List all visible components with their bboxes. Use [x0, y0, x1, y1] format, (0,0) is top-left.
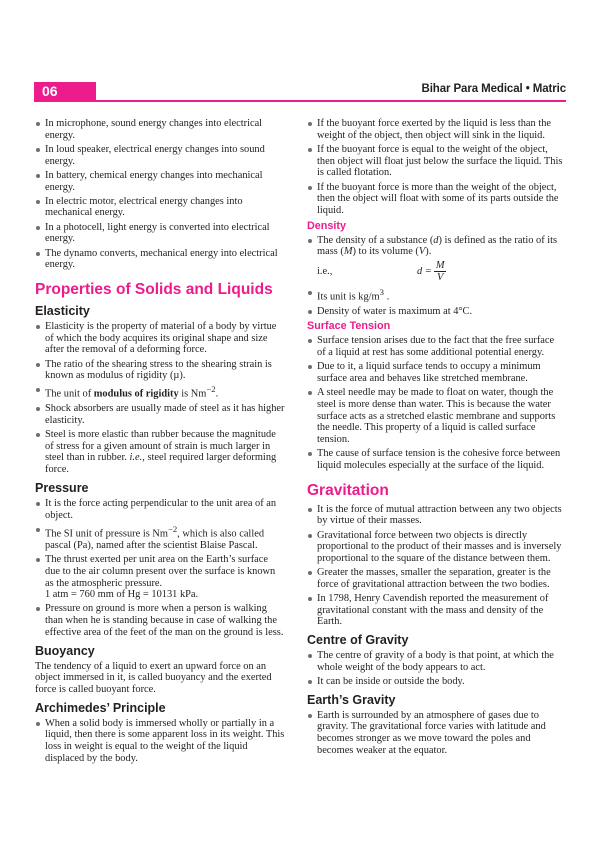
- section-title-solids-liquids: Properties of Solids and Liquids: [35, 280, 273, 298]
- heading-earths-gravity: Earth’s Gravity: [307, 692, 396, 707]
- heading-density: Density: [307, 219, 347, 232]
- archimedes-list: [35, 718, 285, 765]
- buoyant-force-list: [307, 118, 565, 217]
- text-span: steel required larger deforming force.: [45, 452, 277, 476]
- list-item: Shock absorbers are usually made of steel as it has higher elasticity.: [35, 403, 285, 426]
- list-item: Due to it, a liquid surface tends to occupy a minimum surface area and behaves like stretched membrane.: [307, 361, 565, 384]
- text-span: ) is defined as the ratio of its mass (: [317, 234, 558, 258]
- heading-surface-tension: Surface Tension: [307, 320, 391, 333]
- earths-gravity-list: [307, 710, 565, 757]
- fraction-denominator: V: [436, 272, 444, 284]
- elasticity-list: [35, 321, 285, 476]
- list-item: It can be inside or outside the body.: [307, 676, 565, 688]
- italic-text: d: [433, 234, 439, 246]
- right-column: [307, 118, 565, 759]
- list-item: It is the force of mutual attraction between any two objects by virtue of their masses.: [307, 504, 565, 527]
- list-item: Greater the masses, smaller the separation, greater is the force of gravitational attraction between the two bodies.: [307, 567, 565, 590]
- energy-conversion-list: [35, 118, 285, 271]
- header-rule: [34, 100, 566, 102]
- list-item: If the buoyant force exerted by the liquid is less than the weight of the object, then object will sink in the liquid.: [307, 118, 565, 141]
- text-span: The density of a substance (: [317, 234, 434, 246]
- superscript: −2: [167, 523, 178, 534]
- text-span: The SI unit of pressure is Nm: [45, 528, 168, 540]
- list-item: Surface tension arises due to the fact that the free surface of a liquid at rest has some additional potential energy.: [307, 335, 565, 358]
- list-item: Density of water is maximum at 4°C.: [307, 306, 565, 318]
- list-item: [35, 429, 285, 476]
- superscript: −2: [206, 384, 216, 395]
- list-item: In battery, chemical energy changes into mechanical energy.: [35, 170, 285, 193]
- list-item: Pressure on ground is more when a person is walking than when he is standing because in case of walking the effective area of the feet of the man on the ground is less.: [35, 603, 285, 638]
- list-item: Earth is surrounded by an atmosphere of gases due to gravity. The gravitational force varies with latitude and becomes stronger as we move toward the poles and becomes weaker at the equator.: [307, 710, 565, 757]
- gravitation-list: [307, 504, 565, 629]
- heading-centre-of-gravity: Centre of Gravity: [307, 633, 409, 648]
- list-item: In loud speaker, electrical energy changes into sound energy.: [35, 144, 285, 167]
- text-span: ).: [425, 246, 432, 258]
- list-item: Gravitational force between two objects is directly proportional to the product of their masses and is inversely proportional to the square of the distance between them.: [307, 530, 565, 565]
- book-title: Bihar Para Medical • Matric: [421, 83, 566, 95]
- list-item: The dynamo converts, mechanical energy into electrical energy.: [35, 248, 285, 271]
- list-item: It is the force acting perpendicular to the unit area of an object.: [35, 498, 285, 521]
- list-item: In electric motor, electrical energy changes into mechanical energy.: [35, 196, 285, 219]
- page-header: [0, 0, 600, 110]
- heading-elasticity: Elasticity: [35, 303, 90, 318]
- density-list: [307, 235, 565, 318]
- list-item: When a solid body is immersed wholly or partially in a liquid, then there is some apparent loss in its weight. This loss in weight is equal to the weight of the liquid displaced by the body.: [35, 718, 285, 765]
- centre-of-gravity-list: [307, 650, 565, 688]
- fraction: [434, 260, 447, 283]
- section-title-gravitation: Gravitation: [307, 481, 389, 499]
- list-item: The cause of surface tension is the cohesive force between liquid molecules especially at the surface of the liquid.: [307, 448, 565, 471]
- text-span: .: [383, 291, 390, 303]
- list-item: Elasticity is the property of material of a body by virtue of which the body acquires its original shape and size after the removal of a deforming force.: [35, 321, 285, 356]
- surface-tension-list: [307, 335, 565, 471]
- pressure-list: [35, 498, 285, 639]
- text-span: Steel is more elastic than rubber because the magnitude of stress for a given amount of strain is much larger in steel than in rubber.: [45, 429, 276, 464]
- bold-term: modulus of rigidity: [93, 388, 179, 400]
- list-item: In microphone, sound energy changes into electrical energy.: [35, 118, 285, 141]
- list-item: The ratio of the shearing stress to the shearing strain is known as modulus of rigidity (µ).: [35, 359, 285, 382]
- list-item: [307, 235, 565, 283]
- heading-archimedes: Archimedes’ Principle: [35, 700, 166, 715]
- list-item: [35, 384, 285, 400]
- pressure-equivalence: 1 atm = 760 mm of Hg = 10131 kPa.: [45, 589, 199, 601]
- italic-text: i.e.,: [129, 452, 145, 464]
- italic-text: M: [343, 246, 353, 258]
- text-span: , which is also called pascal (Pa), named after the scientist Blaise Pascal.: [45, 528, 265, 551]
- heading-buoyancy: Buoyancy: [35, 643, 95, 658]
- superscript: 3: [379, 287, 384, 298]
- page-number: 06: [34, 82, 96, 100]
- list-item: If the buoyant force is equal to the weight of the object, then object will float just below the surface the liquid. This is called flotation.: [307, 144, 565, 179]
- list-item: A steel needle may be made to float on water, though the steel is more dense than water. This is because the water surface acts as a stretched elastic membrane and supports the needle. This property of a liquid is called surface tension.: [307, 387, 565, 446]
- text-span: ) to its volume (: [352, 246, 419, 258]
- list-item: [35, 554, 285, 601]
- left-column: [35, 118, 285, 767]
- text-span: Its unit is kg/m: [317, 291, 380, 303]
- text-span: The unit of: [45, 388, 94, 400]
- text-span: .: [215, 388, 219, 400]
- list-item: [35, 524, 285, 552]
- heading-pressure: Pressure: [35, 480, 89, 495]
- buoyancy-paragraph: The tendency of a liquid to exert an upward force on an object immersed in it, is called buoyancy and the exerted force is called buoyant force.: [35, 660, 272, 695]
- text-span: i.e.,: [317, 265, 333, 277]
- italic-text: V: [418, 246, 426, 258]
- formula-lhs: d =: [417, 265, 432, 277]
- list-item: In a photocell, light energy is converted into electrical energy.: [35, 222, 285, 245]
- list-item: The centre of gravity of a body is that point, at which the whole weight of the body appears to act.: [307, 650, 565, 673]
- text-span: The thrust exerted per unit area on the Earth’s surface due to the air column present over the surface is known as the atmospheric pressure.: [45, 554, 276, 589]
- list-item: If the buoyant force is more than the weight of the object, then the object will float with some of its parts outside the liquid.: [307, 182, 565, 217]
- list-item: In 1798, Henry Cavendish reported the measurement of gravitational constant with the mass and density of the Earth.: [307, 593, 565, 628]
- list-item: [307, 287, 565, 303]
- text-span: is Nm: [178, 388, 207, 400]
- fraction-numerator: M: [435, 260, 445, 272]
- density-formula: [317, 260, 565, 283]
